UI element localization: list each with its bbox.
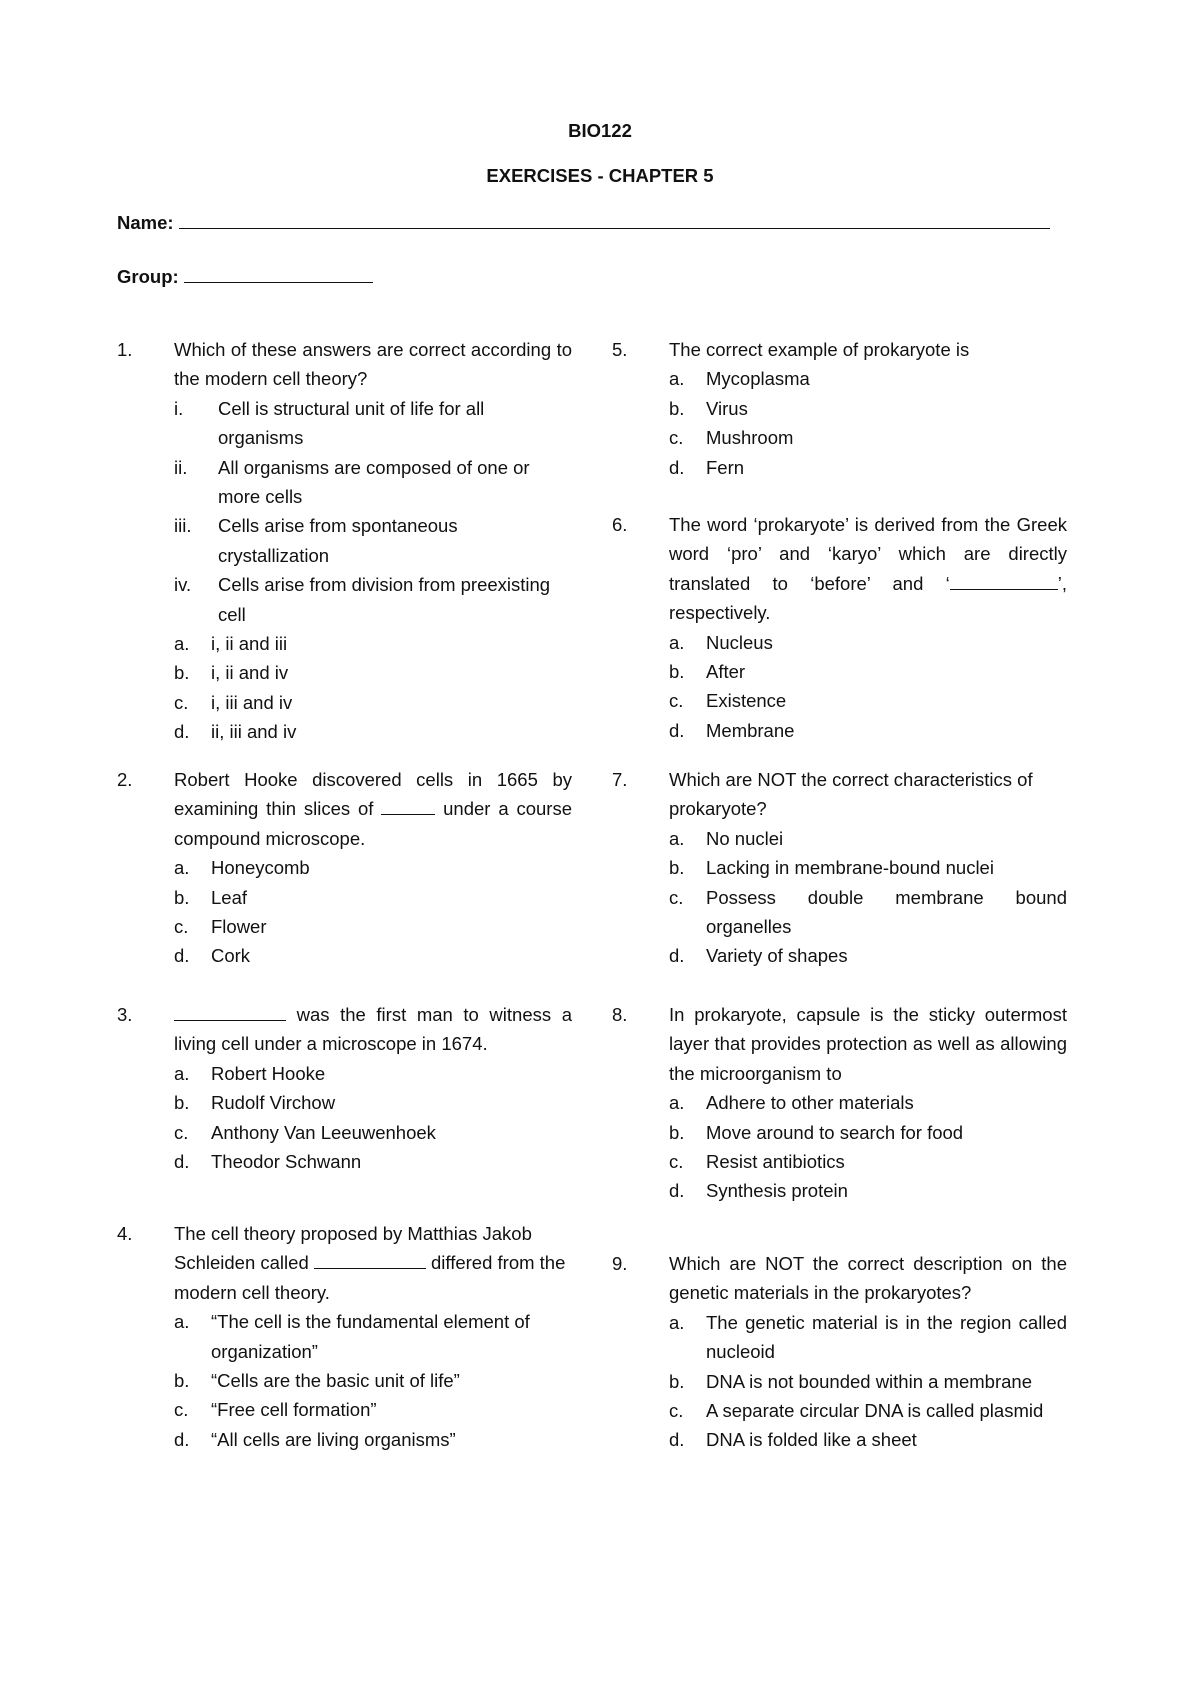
option-item[interactable] <box>669 883 1067 942</box>
question-number: 9. <box>612 1253 628 1274</box>
option-item[interactable] <box>174 1147 572 1176</box>
option-mark: b. <box>669 857 685 879</box>
option-text: Nucleus <box>706 631 773 653</box>
group-field[interactable] <box>117 260 373 291</box>
option-item[interactable] <box>669 657 1067 686</box>
question-number: 2. <box>117 769 133 790</box>
question-number: 7. <box>612 769 628 790</box>
option-item[interactable] <box>669 1088 1067 1117</box>
option-item[interactable] <box>174 717 572 746</box>
question-6 <box>612 510 1067 745</box>
option-text: Membrane <box>706 719 795 741</box>
option-mark: a. <box>669 368 685 390</box>
question-text: Which are NOT the correct description on the genetic materials in the prokaryotes? <box>669 1253 1067 1304</box>
statement-item <box>174 511 572 570</box>
question-text-after: was the first man to witness a living cell under a microscope in 1674. <box>174 1004 573 1055</box>
option-mark: d. <box>669 719 685 741</box>
question-text-before: The word ‘prokaryote’ is derived from the Greek word ‘pro’ and ‘karyo’ which are directly translated to ‘before’ and ‘ <box>669 514 1067 594</box>
option-text: Flower <box>211 916 267 938</box>
question-number: 3. <box>117 1004 133 1025</box>
option-mark: d. <box>669 456 685 478</box>
statement-text: Cells arise from division from preexisting cell <box>218 574 551 625</box>
option-item[interactable] <box>669 1176 1067 1205</box>
option-text: Variety of shapes <box>706 945 848 967</box>
course-code: BIO122 <box>568 120 632 141</box>
option-text: After <box>706 661 746 683</box>
answer-blank[interactable] <box>381 796 435 815</box>
option-mark: d. <box>669 1429 685 1451</box>
statement-mark: iii. <box>174 515 192 537</box>
option-mark: c. <box>174 691 189 713</box>
option-item[interactable] <box>669 1425 1067 1454</box>
option-item[interactable] <box>669 686 1067 715</box>
question-text <box>669 510 1067 628</box>
question-number: 5. <box>612 339 628 360</box>
question-number: 1. <box>117 339 133 360</box>
option-item[interactable] <box>174 1366 572 1395</box>
option-item[interactable] <box>174 941 572 970</box>
question-3 <box>117 1000 572 1176</box>
option-mark: c. <box>669 690 684 712</box>
option-item[interactable] <box>669 853 1067 882</box>
option-text: DNA is folded like a sheet <box>706 1429 917 1451</box>
option-item[interactable] <box>669 453 1067 482</box>
statement-mark: ii. <box>174 456 188 478</box>
option-item[interactable] <box>669 824 1067 853</box>
option-mark: b. <box>669 661 685 683</box>
statement-mark: i. <box>174 397 184 419</box>
option-mark: b. <box>669 1121 685 1143</box>
option-mark: c. <box>669 886 684 908</box>
question-text <box>174 1219 572 1307</box>
option-mark: a. <box>669 1092 685 1114</box>
option-item[interactable] <box>174 629 572 658</box>
name-line[interactable] <box>179 206 1050 229</box>
option-item[interactable] <box>174 883 572 912</box>
option-mark: c. <box>669 1400 684 1422</box>
answer-blank[interactable] <box>314 1250 426 1269</box>
option-item[interactable] <box>669 394 1067 423</box>
option-text: Cork <box>211 945 251 967</box>
option-text: Possess double membrane bound organelles <box>706 886 1067 938</box>
statement-list <box>174 394 572 629</box>
option-mark: b. <box>174 1092 190 1114</box>
option-text: Rudolf Virchow <box>211 1092 336 1114</box>
option-item[interactable] <box>174 1088 572 1117</box>
question-text-after: under a course compound microscope. <box>174 798 572 849</box>
question-number: 6. <box>612 514 628 535</box>
option-mark: b. <box>174 1370 190 1392</box>
option-text: Move around to search for food <box>706 1121 964 1143</box>
name-field[interactable] <box>117 206 1050 237</box>
option-text: i, ii and iv <box>211 662 289 684</box>
option-mark: d. <box>174 1428 190 1450</box>
option-text: DNA is not bounded within a membrane <box>706 1370 1032 1392</box>
answer-blank[interactable] <box>950 571 1058 590</box>
option-text: A separate circular DNA is called plasmid <box>706 1400 1044 1422</box>
option-text: Existence <box>706 690 787 712</box>
option-item[interactable] <box>669 364 1067 393</box>
option-item[interactable] <box>174 1307 572 1366</box>
question-1 <box>117 335 572 747</box>
option-text: Lacking in membrane-bound nuclei <box>706 857 994 879</box>
option-item[interactable] <box>174 658 572 687</box>
question-text-after: ’, respectively. <box>669 572 1067 624</box>
option-list <box>669 1088 1067 1206</box>
answer-blank[interactable] <box>174 1002 286 1021</box>
option-text: Honeycomb <box>211 857 310 879</box>
question-text-before: Robert Hooke discovered cells in 1665 by examining thin slices of <box>174 769 572 820</box>
option-list <box>669 628 1067 746</box>
option-text: Theodor Schwann <box>211 1151 362 1173</box>
statement-text: Cells arise from spontaneous crystallization <box>218 515 458 566</box>
option-mark: d. <box>669 1180 685 1202</box>
option-item[interactable] <box>174 853 572 882</box>
question-5 <box>612 335 1067 482</box>
option-text: “Cells are the basic unit of life” <box>211 1370 460 1392</box>
option-text: i, iii and iv <box>211 691 293 713</box>
option-list <box>174 1059 572 1177</box>
option-item[interactable] <box>669 1396 1067 1425</box>
question-text-after: differed from the modern cell theory. <box>174 1252 566 1303</box>
option-item[interactable] <box>669 1147 1067 1176</box>
statement-item <box>174 394 572 453</box>
option-text: i, ii and iii <box>211 633 288 655</box>
option-mark: a. <box>669 1311 685 1333</box>
option-mark: d. <box>174 1151 190 1173</box>
option-mark: a. <box>174 1311 190 1333</box>
statement-item <box>174 570 572 629</box>
option-mark: d. <box>174 945 190 967</box>
option-list <box>669 364 1067 482</box>
question-text: In prokaryote, capsule is the sticky outermost layer that provides protection as well as allowing the microorganism to <box>669 1004 1067 1084</box>
option-text: Resist antibiotics <box>706 1151 845 1173</box>
option-text: The genetic material is in the region called nucleoid <box>706 1311 1067 1363</box>
option-item[interactable] <box>174 912 572 941</box>
statement-mark: iv. <box>174 574 192 596</box>
option-item[interactable] <box>174 1059 572 1088</box>
option-mark: b. <box>174 886 190 908</box>
option-item[interactable] <box>669 716 1067 745</box>
statement-text: All organisms are composed of one or more cells <box>218 456 530 508</box>
option-text: “The cell is the fundamental element of organization” <box>211 1311 530 1362</box>
option-mark: d. <box>174 721 190 743</box>
option-list <box>174 629 572 747</box>
option-mark: b. <box>669 397 685 419</box>
option-item[interactable] <box>669 941 1067 970</box>
option-list <box>174 853 572 971</box>
option-mark: c. <box>174 1121 189 1143</box>
group-line[interactable] <box>184 260 373 283</box>
option-mark: c. <box>669 1151 684 1173</box>
option-item[interactable] <box>669 1308 1067 1367</box>
question-4 <box>117 1219 572 1454</box>
option-list <box>669 824 1067 971</box>
option-list <box>669 1308 1067 1455</box>
question-text: The correct example of prokaryote is <box>669 339 970 360</box>
option-mark: b. <box>669 1370 685 1392</box>
option-item[interactable] <box>174 1425 572 1454</box>
question-number: 4. <box>117 1223 133 1244</box>
question-text <box>174 765 572 853</box>
question-text: Which are NOT the correct characteristics of prokaryote? <box>669 769 1033 820</box>
option-text: “All cells are living organisms” <box>211 1428 456 1450</box>
option-mark: d. <box>669 945 685 967</box>
page-title: EXERCISES - CHAPTER 5 <box>486 165 714 186</box>
option-mark: a. <box>669 631 685 653</box>
question-text <box>174 1000 572 1059</box>
statement-item <box>174 453 572 512</box>
question-8 <box>612 1000 1067 1206</box>
option-mark: b. <box>174 662 190 684</box>
statement-text: Cell is structural unit of life for all organisms <box>218 397 485 449</box>
option-mark: a. <box>669 827 685 849</box>
option-text: “Free cell formation” <box>211 1399 377 1421</box>
option-text: Mushroom <box>706 427 794 449</box>
question-2 <box>117 765 572 971</box>
option-text: No nuclei <box>706 827 784 849</box>
option-text: Fern <box>706 456 745 478</box>
option-item[interactable] <box>174 688 572 717</box>
option-text: Robert Hooke <box>211 1062 326 1084</box>
option-text: Adhere to other materials <box>706 1092 914 1114</box>
option-mark: c. <box>174 916 189 938</box>
option-mark: a. <box>174 857 190 879</box>
name-label: Name: <box>117 212 174 233</box>
option-text: Mycoplasma <box>706 368 810 390</box>
option-text: Anthony Van Leeuwenhoek <box>211 1121 436 1143</box>
option-mark: c. <box>174 1399 189 1421</box>
option-item[interactable] <box>174 1395 572 1424</box>
option-text: ii, iii and iv <box>211 721 297 743</box>
option-mark: a. <box>174 633 190 655</box>
option-item[interactable] <box>669 1367 1067 1396</box>
option-item[interactable] <box>669 423 1067 452</box>
option-list <box>174 1307 572 1454</box>
option-item[interactable] <box>669 628 1067 657</box>
question-text-before: The cell theory proposed by Matthias Jakob Schleiden called <box>174 1223 532 1274</box>
option-item[interactable] <box>669 1118 1067 1147</box>
question-7 <box>612 765 1067 971</box>
option-text: Synthesis protein <box>706 1180 848 1202</box>
group-label: Group: <box>117 266 179 287</box>
question-9 <box>612 1249 1067 1455</box>
option-text: Virus <box>706 397 748 419</box>
option-text: Leaf <box>211 886 248 908</box>
question-number: 8. <box>612 1004 628 1025</box>
question-text: Which of these answers are correct according to the modern cell theory? <box>174 339 572 390</box>
option-mark: c. <box>669 427 684 449</box>
option-mark: a. <box>174 1062 190 1084</box>
option-item[interactable] <box>174 1118 572 1147</box>
